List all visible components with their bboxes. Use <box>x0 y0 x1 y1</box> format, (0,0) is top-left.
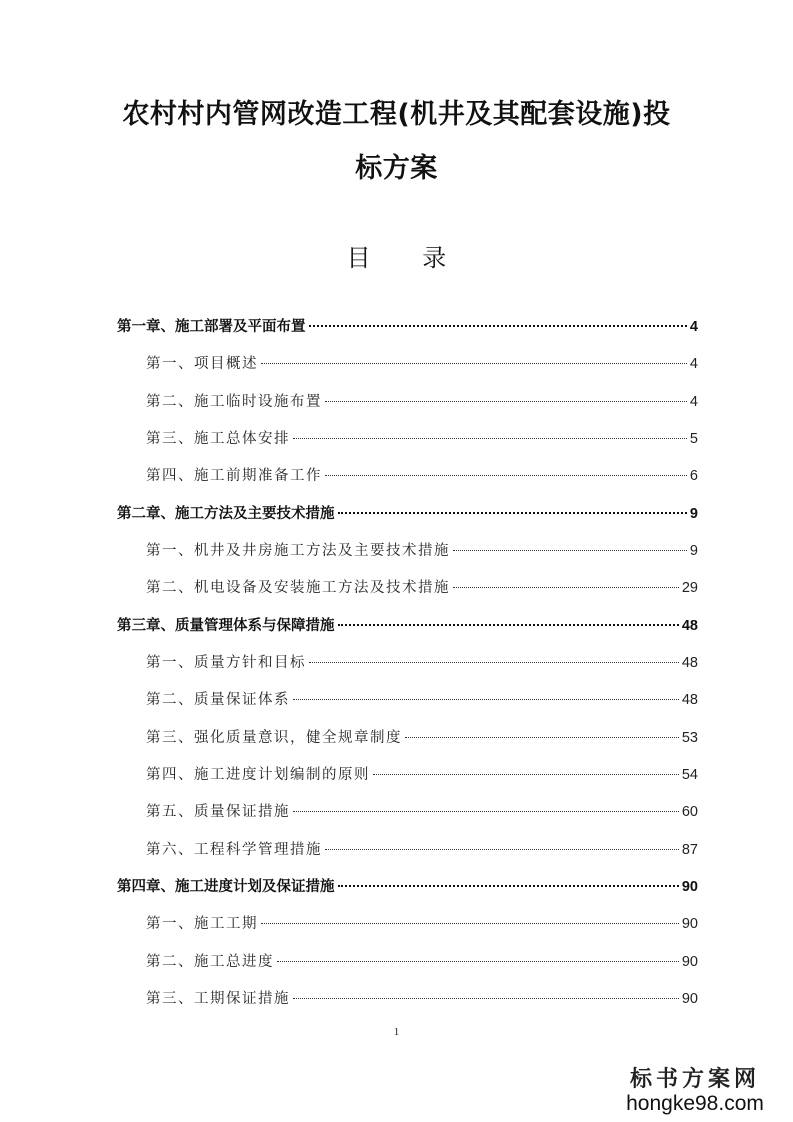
toc-entry-section[interactable] <box>146 988 698 1010</box>
toc-entry-section[interactable] <box>146 801 698 823</box>
toc-entry-chapter[interactable] <box>117 316 698 338</box>
toc-entry-section[interactable] <box>146 391 698 413</box>
toc-entry-label: 第三章、质量管理体系与保障措施 <box>117 618 335 634</box>
toc-dot-leader <box>325 475 687 476</box>
toc-entry-section[interactable] <box>146 913 698 935</box>
toc-entry-label: 第一、质量方针和目标 <box>146 655 306 671</box>
toc-entry-section[interactable] <box>146 577 698 599</box>
toc-entry-label: 第二、施工临时设施布置 <box>146 394 322 410</box>
toc-entry-section[interactable] <box>146 689 698 711</box>
toc-entry-chapter[interactable] <box>117 615 698 637</box>
toc-entry-page: 48 <box>681 618 698 634</box>
toc-dot-leader <box>338 885 679 887</box>
document-title-line-2: 标方案 <box>355 153 438 184</box>
toc-entry-label: 第一、项目概述 <box>146 356 258 372</box>
toc-dot-leader <box>405 737 679 738</box>
toc-entry-label: 第三、强化质量意识，健全规章制度 <box>146 730 402 746</box>
toc-entry-label: 第二、机电设备及安装施工方法及技术措施 <box>146 580 450 596</box>
toc-dot-leader <box>325 849 679 850</box>
toc-entry-page: 5 <box>689 431 698 447</box>
page-number: 1 <box>393 1026 400 1038</box>
toc-entry-section[interactable] <box>146 839 698 861</box>
toc-entry-section[interactable] <box>146 540 698 562</box>
toc-entry-page: 4 <box>689 356 698 372</box>
toc-entry-chapter[interactable] <box>117 876 698 898</box>
toc-dot-leader <box>293 438 687 439</box>
toc-entry-page: 90 <box>681 991 698 1007</box>
toc-entry-page: 87 <box>681 842 698 858</box>
toc-entry-page: 4 <box>689 319 698 335</box>
toc-entry-label: 第四、施工进度计划编制的原则 <box>146 767 370 783</box>
toc-entry-section[interactable] <box>146 353 698 375</box>
toc-entry-section[interactable] <box>146 428 698 450</box>
toc-entry-label: 第六、工程科学管理措施 <box>146 842 322 858</box>
toc-entry-label: 第四、施工前期准备工作 <box>146 468 322 484</box>
toc-entry-page: 90 <box>681 954 698 970</box>
toc-dot-leader <box>293 811 679 812</box>
toc-entry-page: 29 <box>681 580 698 596</box>
toc-entry-label: 第二章、施工方法及主要技术措施 <box>117 506 335 522</box>
toc-entry-page: 54 <box>681 767 698 783</box>
toc-entry-label: 第三、工期保证措施 <box>146 991 290 1007</box>
toc-entry-label: 第四章、施工进度计划及保证措施 <box>117 879 335 895</box>
toc-dot-leader <box>261 363 687 364</box>
watermark-brand: 标书方案网 <box>629 1066 760 1092</box>
toc-dot-leader <box>293 699 679 700</box>
toc-dot-leader <box>338 512 687 514</box>
toc-dot-leader <box>277 961 679 962</box>
site-watermark <box>615 1066 775 1116</box>
toc-entry-page: 90 <box>681 879 698 895</box>
toc-entry-label: 第二、施工总进度 <box>146 954 274 970</box>
toc-entry-chapter[interactable] <box>117 503 698 525</box>
toc-entry-label: 第一、机井及井房施工方法及主要技术措施 <box>146 543 450 559</box>
toc-entry-label: 第一章、施工部署及平面布置 <box>117 319 306 335</box>
toc-entry-label: 第五、质量保证措施 <box>146 804 290 820</box>
toc-entry-page: 60 <box>681 804 698 820</box>
toc-entry-section[interactable] <box>146 727 698 749</box>
toc-dot-leader <box>325 401 687 402</box>
toc-entry-page: 9 <box>689 543 698 559</box>
toc-entry-page: 6 <box>689 468 698 484</box>
toc-entry-section[interactable] <box>146 764 698 786</box>
watermark-url: hongke98.com <box>626 1092 764 1115</box>
toc-dot-leader <box>338 624 679 626</box>
toc-dot-leader <box>293 998 679 999</box>
toc-entry-page: 4 <box>689 394 698 410</box>
toc-dot-leader <box>453 550 687 551</box>
toc-entry-label: 第二、质量保证体系 <box>146 692 290 708</box>
toc-entry-page: 90 <box>681 916 698 932</box>
toc-entry-section[interactable] <box>146 465 698 487</box>
toc-heading: 目 录 <box>346 244 469 272</box>
toc-entry-section[interactable] <box>146 951 698 973</box>
toc-entry-section[interactable] <box>146 652 698 674</box>
toc-dot-leader <box>261 923 679 924</box>
toc-entry-page: 53 <box>681 730 698 746</box>
toc-entry-page: 48 <box>681 692 698 708</box>
toc-dot-leader <box>453 587 679 588</box>
toc-entry-page: 9 <box>689 506 698 522</box>
toc-entry-page: 48 <box>681 655 698 671</box>
toc-dot-leader <box>309 662 679 663</box>
toc-entry-label: 第一、施工工期 <box>146 916 258 932</box>
toc-dot-leader <box>373 774 679 775</box>
toc-entry-label: 第三、施工总体安排 <box>146 431 290 447</box>
toc-dot-leader <box>309 325 687 327</box>
document-title-line-1: 农村村内管网改造工程(机井及其配套设施)投 <box>122 99 671 130</box>
